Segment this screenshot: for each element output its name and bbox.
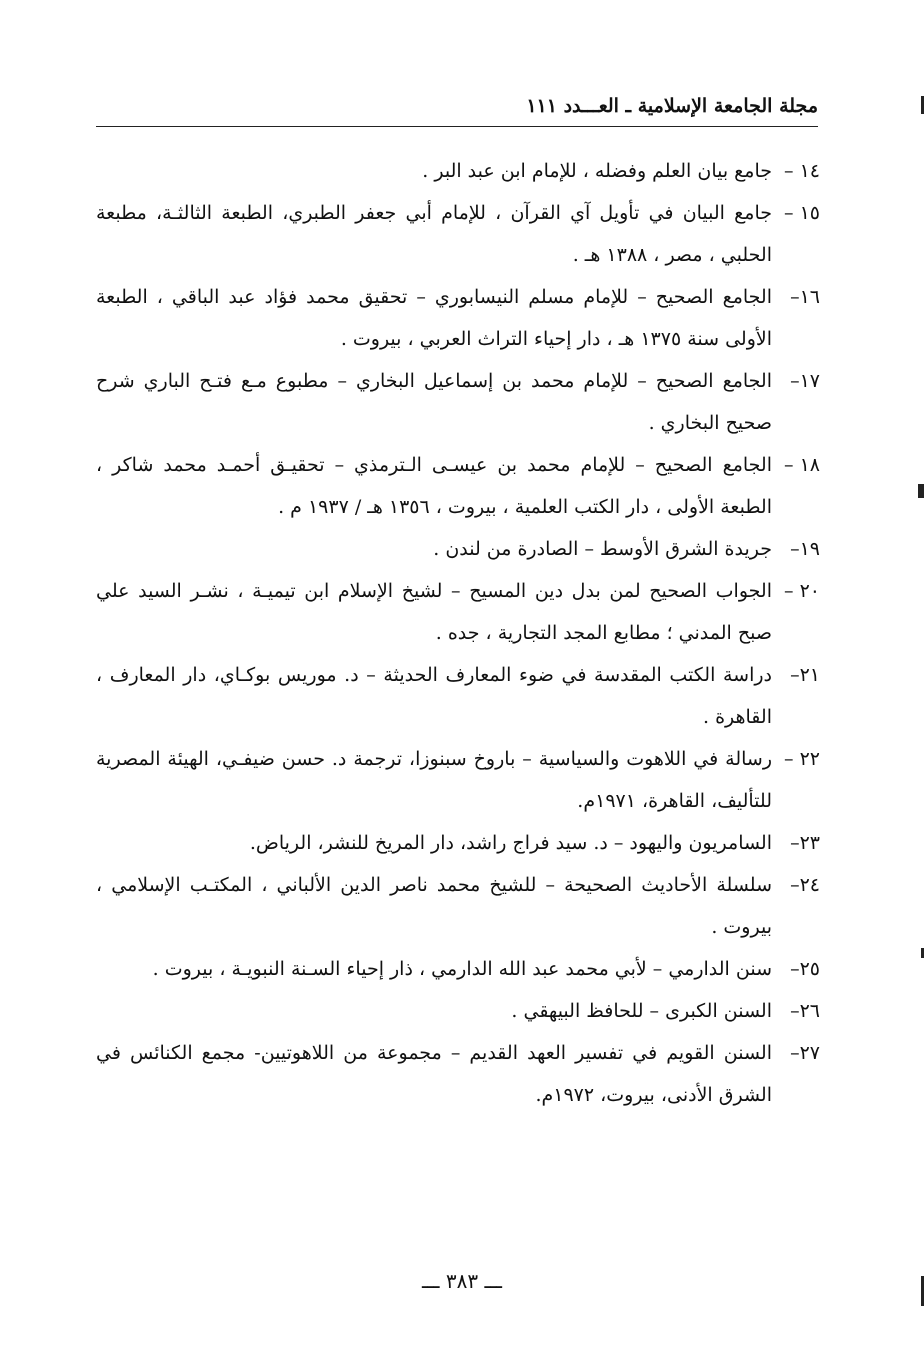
reference-text: جريدة الشرق الأوسط – الصادرة من لندن . — [433, 538, 772, 560]
reference-number: ٢٣– — [790, 832, 820, 854]
reference-number: ١٧– — [790, 370, 820, 392]
reference-item — [96, 822, 820, 864]
reference-text: السنن القويم في تفسير العهد القديم – مجموعة من اللاهوتيين- مجمع الكنائس في الشرق الأدنى، بيروت، ١٩٧٢م. — [96, 1042, 772, 1106]
reference-text: سنن الدارمي – لأبي محمد عبد الله الدارمي ، ذار إحياء السـنة النبويـة ، بيروت . — [152, 958, 772, 980]
reference-item — [96, 948, 820, 990]
reference-item — [96, 192, 820, 276]
reference-item — [96, 738, 820, 822]
reference-number: ١٤ – — [784, 160, 820, 182]
reference-item — [96, 360, 820, 444]
scan-edge-mark — [918, 484, 924, 498]
reference-text: رسالة في اللاهوت والسياسية – باروخ سبنوزا، ترجمة د. حسن ضيفـي، الهيئة المصرية للتأليف، القاهرة، ١٩٧١م. — [96, 748, 772, 812]
reference-text: جامع البيان في تأويل آي القرآن ، للإمام أبي جعفر الطبري، الطبعة الثالثـة، مطبعة الحلبي ، مصر ، ١٣٨٨ هـ . — [96, 202, 772, 266]
reference-text: السنن الكبرى – للحافظ البيهقي . — [511, 1000, 772, 1022]
reference-number: ٢٧– — [790, 1042, 820, 1064]
reference-item — [96, 990, 820, 1032]
reference-text: الجامع الصحيح – للإمام محمد بن عيسـى الـترمذي – تحقيـق أحمـد محمد شاكر ، الطبعة الأولى ، دار الكتب العلمية ، بيروت ، ١٣٥٦ هـ / ١٩٣٧ م . — [96, 454, 772, 518]
reference-number: ٢٤– — [790, 874, 820, 896]
reference-text: الجامع الصحيح – للإمام محمد بن إسماعيل البخاري – مطبوع مـع فتـح الباري شرح صحيح البخاري . — [96, 370, 772, 434]
reference-text: دراسة الكتب المقدسة في ضوء المعارف الحديثة – د. موريس بوكـاي، دار المعارف ، القاهرة . — [96, 664, 772, 728]
reference-item — [96, 444, 820, 528]
reference-item — [96, 276, 820, 360]
reference-number: ٢١– — [790, 664, 820, 686]
reference-item — [96, 1032, 820, 1116]
header-divider — [96, 126, 818, 127]
reference-text: السامريون واليهود – د. سيد فراج راشد، دار المريخ للنشر، الرياض. — [249, 832, 772, 854]
journal-header: مجلة الجامعة الإسلامية ـ العـــدد ١١١ — [526, 95, 818, 117]
reference-item — [96, 864, 820, 948]
reference-number: ٢٢ – — [784, 748, 820, 770]
reference-item — [96, 528, 820, 570]
reference-number: ٢٠ – — [784, 580, 820, 602]
reference-number: ١٥ – — [784, 202, 820, 224]
reference-item — [96, 150, 820, 192]
reference-number: ١٦– — [790, 286, 820, 308]
reference-text: الجامع الصحيح – للإمام مسلم النيسابوري – تحقيق محمد فؤاد عبد الباقي ، الطبعة الأولى سنة ١٣٧٥ هـ ، دار إحياء التراث العربي ، بيروت . — [96, 286, 772, 350]
reference-item — [96, 570, 820, 654]
reference-text: الجواب الصحيح لمن بدل دين المسيح – لشيخ الإسلام ابن تيميـة ، نشـر السيد علي صبح المدني ؛ مطابع المجد التجارية ، جده . — [96, 580, 772, 644]
reference-text: سلسلة الأحاديث الصحيحة – للشيخ محمد ناصر الدين الألباني ، المكتـب الإسلامي ، بيروت . — [96, 874, 772, 938]
reference-number: ١٨ – — [784, 454, 820, 476]
references-list — [96, 150, 820, 1116]
reference-number: ٢٦– — [790, 1000, 820, 1022]
page-number: ـــ ٣٨٣ ـــ — [421, 1269, 503, 1293]
reference-text: جامع بيان العلم وفضله ، للإمام ابن عبد البر . — [422, 160, 772, 182]
reference-number: ١٩– — [790, 538, 820, 560]
reference-item — [96, 654, 820, 738]
reference-number: ٢٥– — [790, 958, 820, 980]
